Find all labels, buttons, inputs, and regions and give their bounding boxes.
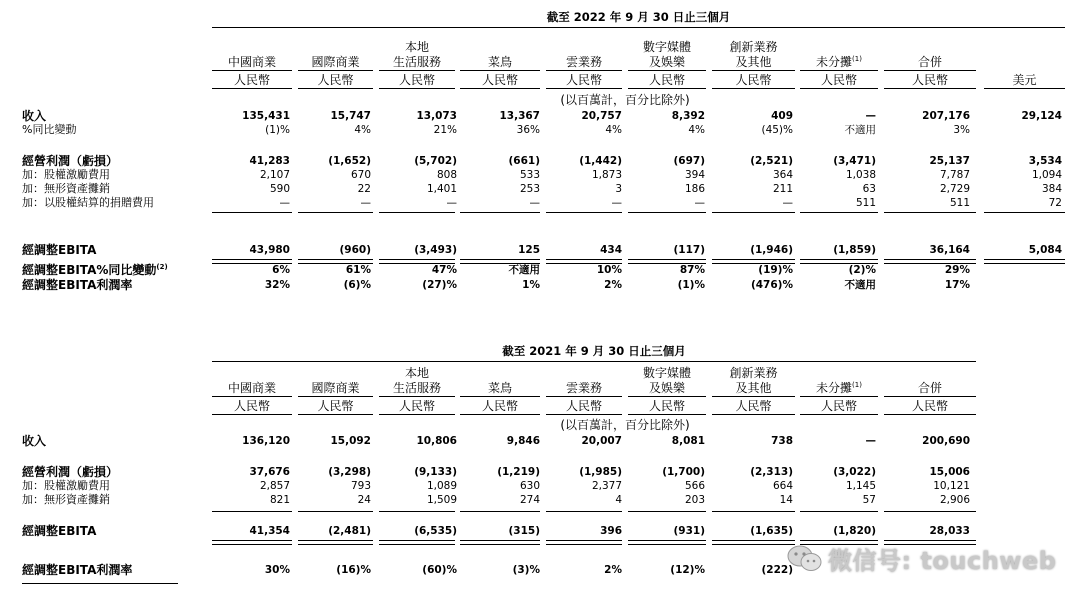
- table-cell: (1,219): [497, 466, 540, 478]
- table-cell: 566: [684, 480, 705, 492]
- table-cell: (222): [761, 564, 793, 576]
- table-cell: 1,094: [1031, 169, 1062, 181]
- column-header-rule: [212, 396, 292, 397]
- column-header-rule: [800, 70, 878, 71]
- column-header: 生活服務: [392, 55, 441, 69]
- table-cell: 29%: [944, 264, 970, 276]
- table-cell: 1,509: [426, 494, 457, 506]
- table-cell: (2,313): [750, 466, 793, 478]
- table-cell: 203: [684, 494, 705, 506]
- table-cell: 1,873: [591, 169, 622, 181]
- total-double-rule: [212, 540, 292, 545]
- table-cell: 9,846: [506, 435, 540, 447]
- row-label: %同比變動: [22, 123, 77, 136]
- subtotal-rule: [628, 511, 706, 512]
- row-label: 加：以股權結算的捐贈費用: [22, 196, 154, 209]
- table-cell: 72: [1048, 197, 1062, 209]
- total-double-rule: [628, 540, 706, 545]
- currency-rule: [628, 88, 706, 89]
- table-cell: 738: [771, 435, 793, 447]
- table-cell: 15,092: [330, 435, 371, 447]
- table-cell: 7,787: [939, 169, 970, 181]
- column-header-rule: [884, 70, 976, 71]
- column-header: 創新業務: [729, 366, 778, 380]
- column-header-rule: [298, 70, 373, 71]
- table-cell: 87%: [679, 264, 705, 276]
- currency-rule: [712, 88, 795, 89]
- subtotal-rule: [546, 212, 622, 213]
- column-header-rule: [379, 70, 455, 71]
- currency-rule: [298, 414, 373, 415]
- table-cell: —: [611, 197, 622, 209]
- footnote-rule: [22, 583, 178, 584]
- table-cell: 207,176: [922, 110, 970, 122]
- table-cell: (1,635): [750, 525, 793, 537]
- column-header-rule: [546, 396, 622, 397]
- column-header: 中國商業: [227, 55, 276, 69]
- table-cell: 1%: [522, 279, 540, 291]
- table-cell: 15,006: [929, 466, 970, 478]
- table-cell: 364: [772, 169, 793, 181]
- table-cell: 30%: [264, 564, 290, 576]
- currency-rule: [460, 414, 540, 415]
- table-cell: (45)%: [761, 124, 793, 136]
- currency-rule: [712, 414, 795, 415]
- table-cell: —: [529, 197, 540, 209]
- table-cell: 136,120: [242, 435, 290, 447]
- table-cell: 4%: [354, 124, 371, 136]
- period-title: 截至 2022 年 9 月 30 日止三個月: [546, 10, 731, 24]
- currency-label: 美元: [1012, 73, 1037, 87]
- table-cell: 29,124: [1021, 110, 1062, 122]
- currency-label: 人民幣: [317, 399, 354, 413]
- period-title-rule: [212, 361, 976, 362]
- currency-rule: [546, 88, 622, 89]
- currency-label: 人民幣: [233, 73, 270, 87]
- currency-label: 人民幣: [648, 399, 685, 413]
- total-double-rule: [212, 259, 292, 264]
- subtotal-rule: [460, 212, 540, 213]
- currency-label: 人民幣: [735, 73, 772, 87]
- table-cell: 3%: [953, 124, 970, 136]
- row-label: 加：股權激勵費用: [22, 168, 110, 181]
- table-cell: 4: [615, 494, 622, 506]
- row-label: 經調整EBITA利潤率: [22, 563, 133, 577]
- table-cell: 36,164: [929, 244, 970, 256]
- subtotal-rule: [712, 511, 795, 512]
- table-cell: 2,857: [259, 480, 290, 492]
- table-cell: 2,729: [939, 183, 970, 195]
- currency-rule: [298, 88, 373, 89]
- table-cell: (1,700): [662, 466, 705, 478]
- column-header-rule: [628, 70, 706, 71]
- row-label: 加：無形資產攤銷: [22, 182, 110, 195]
- column-header: 未分攤$^{(1)}$: [816, 381, 862, 395]
- row-label: 加：無形資產攤銷: [22, 493, 110, 506]
- table-cell: 253: [519, 183, 540, 195]
- table-cell: (1)%: [677, 279, 705, 291]
- subtotal-rule: [298, 212, 373, 213]
- column-header-rule: [298, 396, 373, 397]
- currency-rule: [884, 88, 976, 89]
- table-cell: 41,283: [249, 155, 290, 167]
- table-cell: 2%: [604, 564, 622, 576]
- column-header: 雲業務: [565, 55, 602, 69]
- currency-rule: [546, 414, 622, 415]
- table-cell: (6)%: [343, 279, 371, 291]
- table-cell: 10,806: [416, 435, 457, 447]
- table-cell: 409: [771, 110, 793, 122]
- table-cell: (2,521): [750, 155, 793, 167]
- column-header: 本地: [404, 366, 429, 380]
- table-cell: 10%: [596, 264, 622, 276]
- table-cell: 125: [518, 244, 540, 256]
- table-cell: 1,401: [426, 183, 457, 195]
- table-cell: 1,145: [845, 480, 876, 492]
- currency-label: 人民幣: [735, 399, 772, 413]
- table-cell: —: [360, 197, 371, 209]
- table-cell: 2,107: [259, 169, 290, 181]
- table-cell: (1,442): [579, 155, 622, 167]
- table-cell: (315): [508, 525, 540, 537]
- currency-label: 人民幣: [317, 73, 354, 87]
- table-cell: 17%: [944, 279, 970, 291]
- total-double-rule: [712, 540, 795, 545]
- watermark-text: 微信号: touchweb: [828, 547, 1057, 575]
- total-double-rule: [460, 259, 540, 264]
- column-header-rule: [628, 396, 706, 397]
- currency-label: 人民幣: [398, 399, 435, 413]
- table-cell: 511: [855, 197, 876, 209]
- table-cell: 2,906: [939, 494, 970, 506]
- subtotal-rule: [884, 511, 976, 512]
- subtotal-rule: [884, 212, 976, 213]
- table-cell: 不適用: [844, 124, 876, 136]
- table-cell: 61%: [345, 264, 371, 276]
- table-cell: 37,676: [249, 466, 290, 478]
- column-header: 未分攤$^{(1)}$: [816, 55, 862, 69]
- subtotal-rule: [212, 212, 292, 213]
- period-title: 截至 2021 年 9 月 30 日止三個月: [502, 344, 686, 358]
- column-header: 本地: [404, 40, 429, 54]
- currency-label: 人民幣: [481, 399, 518, 413]
- column-header-rule: [712, 70, 795, 71]
- table-cell: —: [782, 197, 793, 209]
- table-cell: (960): [339, 244, 371, 256]
- table-cell: 32%: [264, 279, 290, 291]
- subtotal-rule: [546, 511, 622, 512]
- table-cell: 590: [269, 183, 290, 195]
- row-label: 收入: [22, 109, 47, 123]
- currency-rule: [460, 88, 540, 89]
- column-header-rule: [379, 396, 455, 397]
- row-label: 經調整EBITA利潤率: [22, 278, 133, 292]
- table-cell: (6,535): [414, 525, 457, 537]
- table-cell: (5,702): [414, 155, 457, 167]
- column-header-rule: [884, 396, 976, 397]
- column-header: 合併: [917, 381, 942, 395]
- table-cell: 47%: [431, 264, 457, 276]
- table-cell: 不適用: [844, 279, 876, 291]
- currency-rule: [212, 414, 292, 415]
- table-cell: 13,073: [416, 110, 457, 122]
- subtotal-rule: [298, 511, 373, 512]
- footnote-marker: (1): [852, 55, 862, 63]
- table-cell: —: [865, 110, 876, 122]
- table-cell: 5,084: [1028, 244, 1062, 256]
- table-cell: (2,481): [328, 525, 371, 537]
- table-cell: 4%: [605, 124, 622, 136]
- unit-note: (以百萬計，百分比除外): [560, 418, 690, 432]
- currency-label: 人民幣: [911, 73, 948, 87]
- currency-label: 人民幣: [820, 73, 857, 87]
- column-header: 雲業務: [565, 381, 602, 395]
- table-cell: (697): [673, 155, 705, 167]
- column-header-rule: [546, 70, 622, 71]
- column-header: 菜鳥: [487, 55, 512, 69]
- table-cell: (19)%: [758, 264, 793, 276]
- row-label: 加：股權激勵費用: [22, 479, 110, 492]
- subtotal-rule: [379, 212, 455, 213]
- table-cell: (1,652): [328, 155, 371, 167]
- total-double-rule: [984, 259, 1065, 264]
- table-cell: (1,985): [579, 466, 622, 478]
- wechat-logo-icon: [786, 544, 824, 574]
- total-double-rule: [298, 540, 373, 545]
- table-cell: (931): [673, 525, 705, 537]
- table-cell: 20,007: [581, 435, 622, 447]
- footnote-marker: (1): [852, 381, 862, 389]
- table-cell: 21%: [433, 124, 457, 136]
- table-cell: 3: [615, 183, 622, 195]
- table-cell: 630: [519, 480, 540, 492]
- currency-label: 人民幣: [565, 399, 602, 413]
- currency-rule: [884, 414, 976, 415]
- table-cell: 186: [684, 183, 705, 195]
- table-cell: (1,820): [833, 525, 876, 537]
- total-double-rule: [712, 259, 795, 264]
- currency-rule: [212, 88, 292, 89]
- column-header: 合併: [917, 55, 942, 69]
- currency-label: 人民幣: [481, 73, 518, 87]
- currency-rule: [379, 88, 455, 89]
- subtotal-rule: [212, 511, 292, 512]
- table-cell: (2)%: [848, 264, 876, 276]
- table-cell: —: [279, 197, 290, 209]
- subtotal-rule: [984, 212, 1065, 213]
- watermark: [786, 541, 1056, 576]
- table-cell: (3,298): [328, 466, 371, 478]
- table-cell: 511: [949, 197, 970, 209]
- footnote-marker: (2): [156, 263, 168, 271]
- table-cell: (27)%: [422, 279, 457, 291]
- table-cell: (3)%: [512, 564, 540, 576]
- table-cell: 394: [684, 169, 705, 181]
- table-cell: (3,493): [414, 244, 457, 256]
- total-double-rule: [546, 540, 622, 545]
- table-cell: 14: [779, 494, 793, 506]
- table-cell: 8,081: [671, 435, 705, 447]
- column-header-rule: [800, 396, 878, 397]
- table-cell: 28,033: [929, 525, 970, 537]
- table-cell: 200,690: [922, 435, 970, 447]
- table-cell: 274: [519, 494, 540, 506]
- total-double-rule: [298, 259, 373, 264]
- row-label: 經營利潤（虧損）: [22, 465, 119, 479]
- subtotal-rule: [800, 511, 878, 512]
- table-cell: 25,137: [929, 155, 970, 167]
- row-label: 經營利潤（虧損）: [22, 154, 119, 168]
- total-double-rule: [379, 540, 455, 545]
- currency-label: 人民幣: [565, 73, 602, 87]
- table-cell: 533: [519, 169, 540, 181]
- row-label: 收入: [22, 434, 47, 448]
- column-header-rule: [460, 396, 540, 397]
- table-cell: 434: [600, 244, 622, 256]
- table-cell: 4%: [688, 124, 705, 136]
- total-double-rule: [800, 259, 878, 264]
- total-double-rule: [546, 259, 622, 264]
- row-label: 經調整EBITA%同比變動$^{(2)}$: [22, 263, 168, 277]
- column-header-rule: [712, 396, 795, 397]
- table-cell: 1,038: [845, 169, 876, 181]
- column-header-rule: [212, 70, 292, 71]
- table-cell: (9,133): [414, 466, 457, 478]
- row-label: 經調整EBITA: [22, 243, 97, 257]
- table-cell: (1,946): [750, 244, 793, 256]
- table-cell: 8,392: [671, 110, 705, 122]
- currency-rule: [628, 414, 706, 415]
- column-header: 創新業務: [729, 40, 778, 54]
- table-cell: 不適用: [508, 264, 540, 276]
- table-cell: (60)%: [422, 564, 457, 576]
- table-cell: 2,377: [591, 480, 622, 492]
- table-cell: 22: [357, 183, 371, 195]
- table-cell: 396: [600, 525, 622, 537]
- total-double-rule: [628, 259, 706, 264]
- table-cell: 211: [772, 183, 793, 195]
- subtotal-rule: [712, 212, 795, 213]
- table-cell: 41,354: [249, 525, 290, 537]
- table-cell: —: [446, 197, 457, 209]
- table-cell: 57: [862, 494, 876, 506]
- table-cell: 36%: [516, 124, 540, 136]
- table-cell: (3,471): [833, 155, 876, 167]
- table-cell: 135,431: [242, 110, 290, 122]
- table-cell: 10,121: [933, 480, 970, 492]
- table-cell: (3,022): [833, 466, 876, 478]
- table-cell: 664: [772, 480, 793, 492]
- column-header: 數字媒體: [642, 366, 691, 380]
- table-cell: 6%: [272, 264, 290, 276]
- column-header: 國際商業: [311, 55, 360, 69]
- table-cell: (16)%: [336, 564, 371, 576]
- table-cell: (1,859): [833, 244, 876, 256]
- table-cell: 13,367: [499, 110, 540, 122]
- row-label: 經調整EBITA: [22, 524, 97, 538]
- table-cell: 3,534: [1028, 155, 1062, 167]
- table-cell: 2%: [604, 279, 622, 291]
- currency-label: 人民幣: [398, 73, 435, 87]
- currency-rule: [800, 414, 878, 415]
- currency-rule: [984, 88, 1065, 89]
- table-cell: (12)%: [670, 564, 705, 576]
- column-header: 數字媒體: [642, 40, 691, 54]
- column-header: 中國商業: [227, 381, 276, 395]
- column-header: 及其他: [735, 381, 772, 395]
- total-double-rule: [884, 259, 976, 264]
- subtotal-rule: [379, 511, 455, 512]
- column-header: 菜鳥: [487, 381, 512, 395]
- table-cell: —: [694, 197, 705, 209]
- table-cell: (661): [508, 155, 540, 167]
- column-header-rule: [460, 70, 540, 71]
- total-double-rule: [379, 259, 455, 264]
- total-double-rule: [460, 540, 540, 545]
- unit-note: (以百萬計，百分比除外): [560, 93, 690, 107]
- table-cell: 670: [350, 169, 371, 181]
- subtotal-rule: [628, 212, 706, 213]
- subtotal-rule: [800, 212, 878, 213]
- currency-label: 人民幣: [820, 399, 857, 413]
- table-cell: 43,980: [249, 244, 290, 256]
- table-cell: 24: [357, 494, 371, 506]
- table-cell: (476)%: [750, 279, 793, 291]
- table-cell: 15,747: [330, 110, 371, 122]
- period-title-rule: [212, 27, 1065, 28]
- table-cell: —: [865, 435, 876, 447]
- column-header: 及娛樂: [648, 55, 685, 69]
- table-cell: 384: [1041, 183, 1062, 195]
- table-cell: 63: [862, 183, 876, 195]
- table-cell: (1)%: [265, 124, 290, 136]
- table-cell: 821: [269, 494, 290, 506]
- currency-label: 人民幣: [911, 399, 948, 413]
- table-cell: (117): [673, 244, 705, 256]
- column-header: 及娛樂: [648, 381, 685, 395]
- table-cell: 1,089: [426, 480, 457, 492]
- table-cell: 793: [350, 480, 371, 492]
- table-cell: 20,757: [581, 110, 622, 122]
- currency-label: 人民幣: [233, 399, 270, 413]
- column-header: 生活服務: [392, 381, 441, 395]
- column-header: 國際商業: [311, 381, 360, 395]
- column-header: 及其他: [735, 55, 772, 69]
- subtotal-rule: [460, 511, 540, 512]
- currency-rule: [800, 88, 878, 89]
- table-cell: 808: [436, 169, 457, 181]
- currency-rule: [379, 414, 455, 415]
- currency-label: 人民幣: [648, 73, 685, 87]
